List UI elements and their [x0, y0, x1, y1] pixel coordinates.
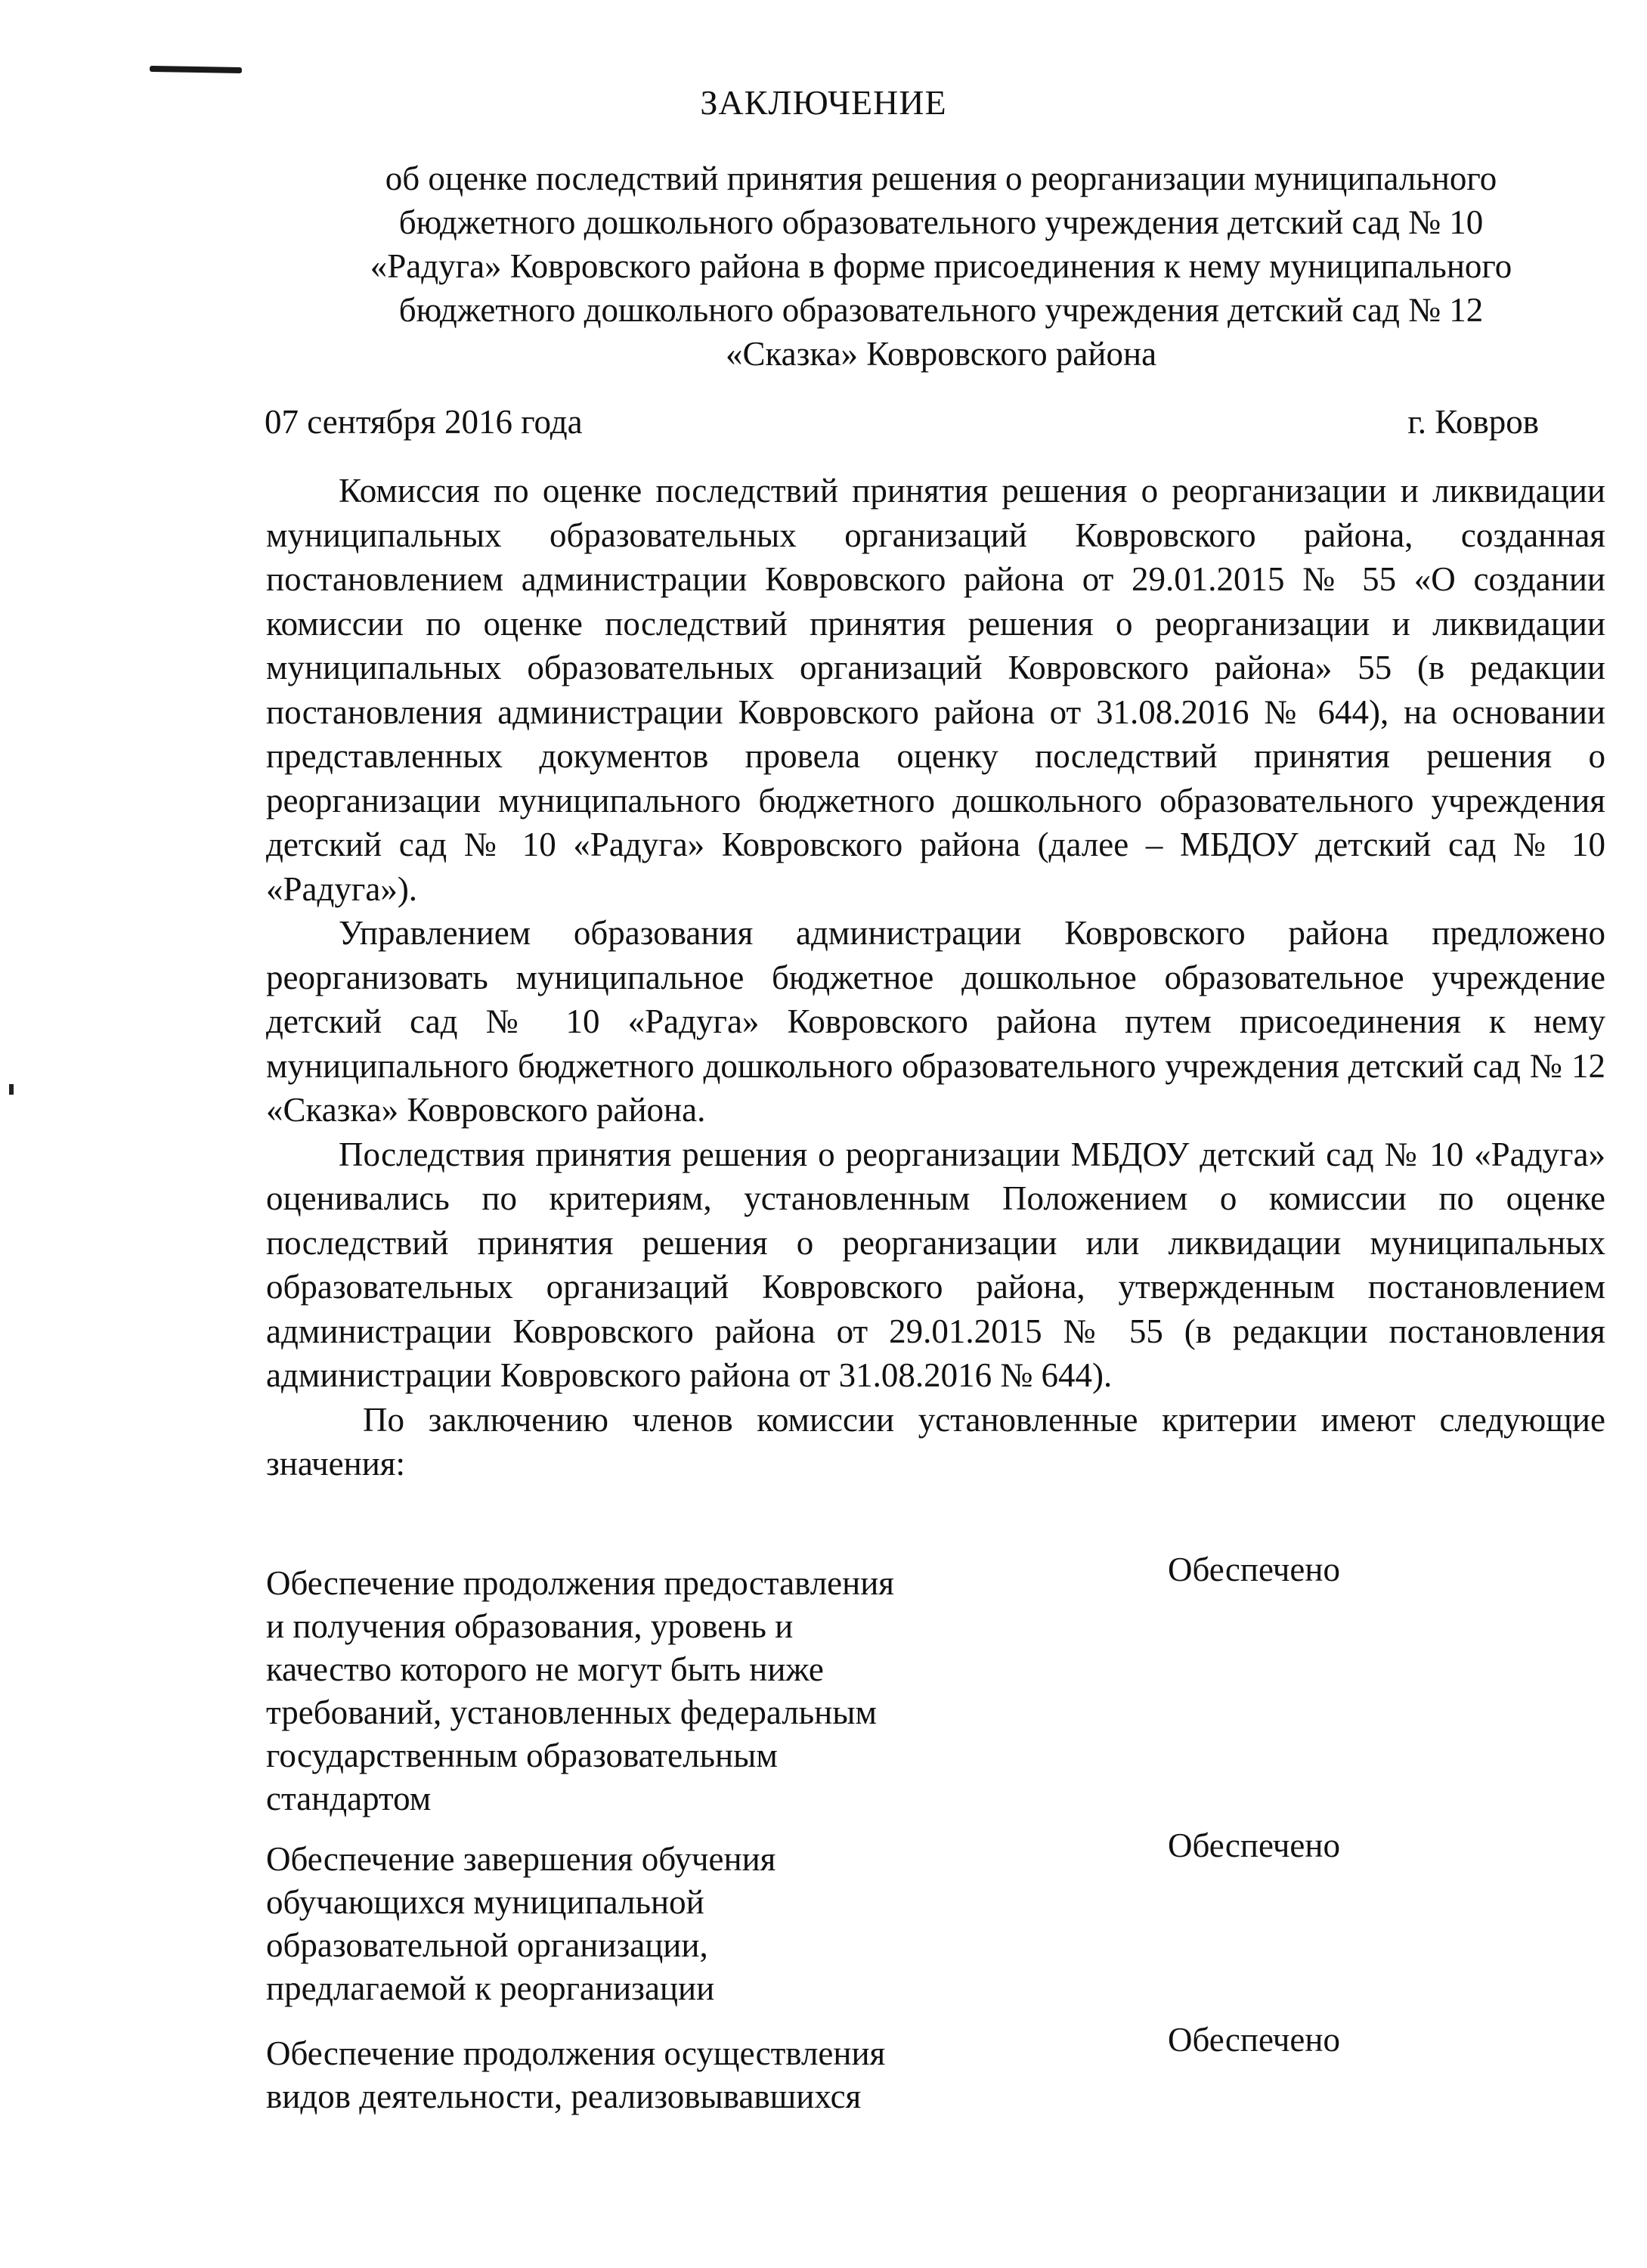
body-paragraph: Комиссия по оценке последствий принятия решения о реорганизации и ликвидации муниципальных образовательных организаций Ковровского района, созданная постановлением администрации Ковровского района от 29.01.2015 № 55 «О создании комиссии по оценке последствий принятия решения о реорганизации и ликвидации муниципальных образовательных организаций Ковровского района» 55 (в редакции постановления администрации Ковровского района от 31.08.2016 № 644), на основании представленных документов провела оценку последствий принятия решения о реорганизации муниципального бюджетного дошкольного образовательного учреждения детский сад № 10 «Радуга» Ковровского района (далее – МБДОУ детский сад № 10 «Радуга»). [266, 472, 1605, 908]
criterion-label-line: Обеспечение завершения обучения [266, 1840, 776, 1878]
criterion-label-line: и получения образования, уровень и [266, 1607, 794, 1645]
criterion-label-line: стандартом [266, 1780, 432, 1817]
criterion-label [266, 1562, 992, 1820]
criterion-label-line: качество которого не могут быть ниже [266, 1650, 824, 1688]
subtitle-line: «Сказка» Ковровского района [725, 335, 1157, 373]
body-paragraph: Последствия принятия решения о реорганизации МБДОУ детский сад № 10 «Радуга» оценивались по критериям, установленным Положением о комиссии по оценке последствий принятия решения о реорганизации или ликвидации муниципальных образовательных организаций Ковровского района, утвержденным постановлением администрации Ковровского района от 29.01.2015 № 55 (в редакции постановления администрации Ковровского района от 31.08.2016 № 644). [266, 1135, 1605, 1394]
document-body [266, 469, 1605, 1486]
scan-artifact-dot [9, 1084, 14, 1095]
criterion-value: Обеспечено [1168, 1551, 1340, 1588]
criterion-label [266, 2032, 992, 2118]
criterion-label-line: образовательной организации, [266, 1926, 708, 1964]
subtitle-line: бюджетного дошкольного образовательного учреждения детский сад № 10 [398, 203, 1484, 241]
criterion-label-line: Обеспечение продолжения предоставления [266, 1564, 895, 1602]
document-city: г. Ковров [1407, 403, 1539, 441]
body-paragraph: По заключению членов комиссии установленные критерии имеют следующие значения: [266, 1400, 1605, 1483]
criterion-value: Обеспечено [1168, 2021, 1340, 2059]
criterion-label-line: Обеспечение продолжения осуществления [266, 2034, 886, 2072]
criterion-label-line: государственным образовательным [266, 1737, 778, 1774]
criterion-label-line: требований, установленных федеральным [266, 1693, 877, 1731]
criterion-label-line: предлагаемой к реорганизации [266, 1969, 715, 2007]
document-date: 07 сентября 2016 года [265, 403, 583, 441]
subtitle-line: бюджетного дошкольного образовательного учреждения детский сад № 12 [398, 291, 1484, 329]
criterion-label-line: обучающихся муниципальной [266, 1883, 704, 1921]
criterion-label-line: видов деятельности, реализовывавшихся [266, 2077, 862, 2115]
document-title: ЗАКЛЮЧЕНИЕ [700, 83, 947, 122]
criterion-value: Обеспечено [1168, 1826, 1340, 1864]
document-subtitle [249, 156, 1633, 376]
scan-artifact-dash [150, 66, 242, 73]
subtitle-line: об оценке последствий принятия решения о реорганизации муниципального [385, 160, 1497, 197]
criterion-label [266, 1838, 992, 2010]
body-paragraph: Управлением образования администрации Ковровского района предложено реорганизовать муниципальное бюджетное дошкольное образовательное учреждение детский сад № 10 «Радуга» Ковровского района путем присоединения к нему муниципального бюджетного дошкольного образовательного учреждения детский сад № 12 «Сказка» Ковровского района. [266, 914, 1605, 1129]
subtitle-line: «Радуга» Ковровского района в форме присоединения к нему муниципального [370, 247, 1512, 285]
